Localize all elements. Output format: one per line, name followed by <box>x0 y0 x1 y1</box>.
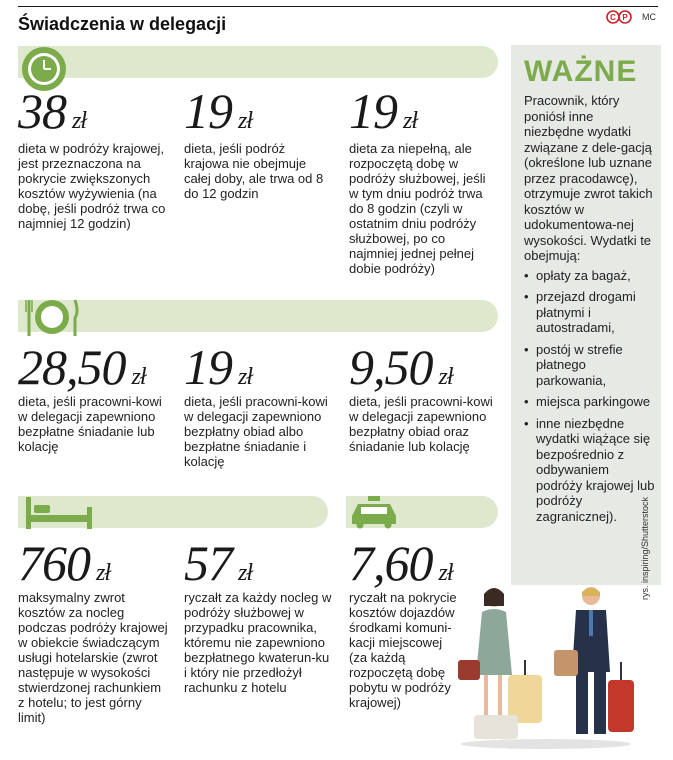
amount-description: dieta, jeśli podróż krajowa nie obejmuje całej doby, ale trwa od 8 do 12 godzin <box>184 141 324 201</box>
amount-description: ryczałt za każdy nocleg w podróży służbowej w przypadku pracownika, któremu nie zapewniono bezpłatnego kwaterun-ku i który nie przedłożył rachunku z hotelu <box>184 590 332 695</box>
amount-value: 19 zł <box>184 339 253 395</box>
top-rule <box>18 6 658 7</box>
amount-value: 28,50 zł <box>18 339 146 395</box>
section-band-time <box>18 46 498 78</box>
amount-value: 760 zł <box>18 535 111 591</box>
amount-value: 9,50 zł <box>349 339 453 395</box>
amount-description: dieta za niepełną, ale rozpoczętą dobę w podróży służbowej, jeśli w tym dniu podróż trwa do 8 godzin (czyli w ostatnim dniu podróży służbowej, po co najmniej jednej pełnej dobie podróży) <box>349 141 486 276</box>
svg-text:C: C <box>610 13 616 22</box>
amount-description: dieta, jeśli pracowni-kowi w delegacji zapewniono bezpłatne śniadanie lub kolację <box>18 394 162 454</box>
amount-value: 38 zł <box>18 83 87 139</box>
list-item: • opłaty za bagaż, <box>524 268 656 284</box>
sidebar-title: WAŻNE <box>524 55 638 88</box>
list-item: • przejazd drogami płatnymi i autostradami, <box>524 289 656 336</box>
list-item: • miejsca parkingowe <box>524 394 656 410</box>
amount-value: 19 zł <box>349 83 418 139</box>
travellers-illustration <box>456 580 636 750</box>
list-item: • inne niezbędne wydatki wiążące się bezpośrednio z odbywaniem podróży krajowej lub podróży zagranicznej). <box>524 416 656 525</box>
amount-value: 7,60 zł <box>349 535 453 591</box>
image-credit: rys. inspiring/Shutterstock <box>640 496 650 600</box>
amount-description: dieta w podróży krajowej, jest przeznaczona na pokrycie zwiększonych kosztów wyżywienia (na dobę, jeśli podróż trwa co najmniej 12 godzin) <box>18 141 166 231</box>
sidebar-intro: Pracownik, który poniósł inne niezbędne wydatki związane z dele-gacją (określone lub uznane przez pracodawcę), otrzymuje zwrot takich kosztów w udokumentowa-nej wysokości. Wydatki te obejmują: <box>524 93 653 263</box>
amount-description: ryczałt na pokrycie kosztów dojazdów środkami komuni-kacji miejscowej (za każdą rozpoczętą dobę pobytu w podróży krajowej) <box>349 590 457 710</box>
page-title: Świadczenia w delegacji <box>18 14 227 34</box>
bed-icon <box>24 495 94 531</box>
amount-value: 19 zł <box>184 83 253 139</box>
list-item: • postój w strefie płatnego parkowania, <box>524 342 656 389</box>
expense-list <box>524 268 656 525</box>
cp-logo-icon <box>606 10 632 24</box>
svg-text:P: P <box>622 13 628 22</box>
amount-description: dieta, jeśli pracowni-kowi w delegacji zapewniono bezpłatny obiad albo bezpłatne śniadanie i kolację <box>184 394 328 469</box>
author-tag: MC <box>642 12 656 22</box>
taxi-icon <box>348 494 400 530</box>
amount-value: 57 zł <box>184 535 253 591</box>
amount-description: dieta, jeśli pracowni-kowi w delegacji zapewniono bezpłatny obiad oraz śniadanie lub kolację <box>349 394 493 454</box>
publisher-logo <box>606 10 656 24</box>
section-band-meals <box>18 300 498 332</box>
plate-icon <box>24 294 70 340</box>
sidebar-body <box>524 93 656 530</box>
amount-description: maksymalny zwrot kosztów za nocleg podczas podróży krajowej w obiekcie świadczącym usługi hotelarskie (zwrot następuje w wysokości stwierdzonej rachunkiem z hotelu; to jest górny limit) <box>18 590 168 725</box>
